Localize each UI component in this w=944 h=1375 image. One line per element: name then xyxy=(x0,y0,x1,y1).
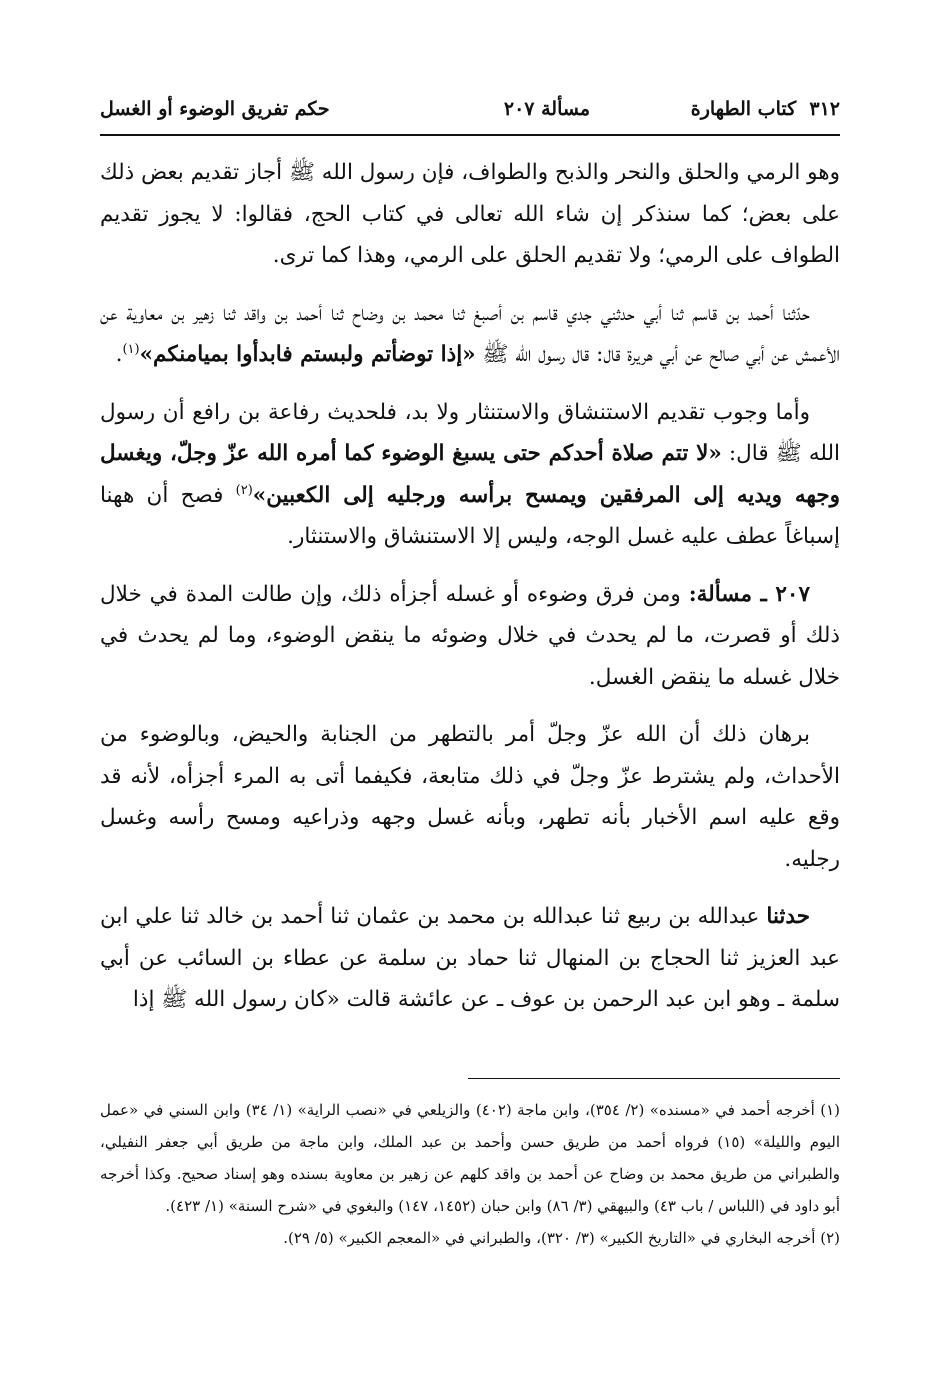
masala-paragraph xyxy=(100,574,840,699)
paragraph-3-intro: وأما وجوب تقديم الاستنشاق والاستنثار ولا بد، فلحديث رفاعة بن رافع أن رسول الله ﷺ قال: xyxy=(100,399,840,466)
paragraph-3 xyxy=(100,392,840,558)
header-topic: حكم تفريق الوضوء أو الغسل xyxy=(100,98,330,120)
paragraph-2-end: . xyxy=(115,342,123,367)
footnotes xyxy=(100,1094,840,1254)
masala-text: ومن فرق وضوءه أو غسله أجزأه ذلك، وإن طالت المدة في خلال ذلك أو قصرت، ما لم يحدث في خلال وضوئه ما ينقض الوضوء، وما لم يحدث في خلال غسله ما ينقض الغسل. xyxy=(100,581,840,690)
paragraph-1-text: وهو الرمي والحلق والنحر والذبح والطواف، فإن رسول الله ﷺ أجاز تقديم بعض ذلك على بعض؛ كما سنذكر إن شاء الله تعالى في كتاب الحج، فقالوا: لا يجوز تقديم الطواف على الرمي؛ ولا تقديم الحلق على الرمي، وهذا كما ترى. xyxy=(100,160,840,268)
footnote-2: (٢) أخرجه البخاري في «التاريخ الكبير» (٣/ ٣٢٠)، والطبراني في «المعجم الكبير» (٥/ ٢٩). xyxy=(283,1229,840,1247)
paragraph-2 xyxy=(100,293,840,376)
book-title: كتاب الطهارة xyxy=(690,98,797,120)
header-book-title xyxy=(691,98,840,120)
paragraph-5-text: برهان ذلك أن الله عزّ وجلّ أمر بالتطهر من الجنابة والحيض، وبالوضوء من الأحداث، ولم يشترط عزّ وجلّ في ذلك متابعة، فكيفما أتى به المرء أجزأه، لأنه قد وقع عليه اسم الأخبار بأنه تطهر، وبأنه غسل وجهه وذراعيه ومسح رأسه وغسل رجليه. xyxy=(100,722,840,872)
footnote-ref-1: (١) xyxy=(122,341,140,357)
footnote-1: (١) أخرجه أحمد في «مسنده» (٢/ ٣٥٤)، وابن ماجة (٤٠٢) والزيلعي في «نصب الراية» (١/ ٣٤) وابن السني في «عمل اليوم والليلة» (١٥) فرواه أحمد من طريق حسن وأحمد بن عبد الملك، وابن ماجة من طريق أبي جعفر النفيلي، والطبراني من طريق محمد بن وضاح عن أحمد بن واقد كلهم عن زهير بن معاوية بسنده وهو إسناد صحيح. وكذا أخرجه أبو داود في (اللباس / باب ٤٣) والبيهقي (٣/ ٨٦) وابن حبان (١٤٥٢، ١٤٧) والبغوي في «شرح السنة» (١/ ٤٢٣). xyxy=(100,1101,840,1215)
running-header xyxy=(100,92,840,132)
header-masala: مسألة ٢٠٧ xyxy=(503,98,590,120)
paragraph-6-lead: حدثنا xyxy=(766,904,810,929)
footnote-rule xyxy=(468,1078,840,1079)
paragraph-5 xyxy=(100,714,840,880)
paragraph-2-intro: حدّثنا أحمد بن قاسم ثنا أبي حدثني جدي قاسم بن أصبغ ثنا محمد بن وضاح ثنا أحمد بن واقد ثنا زهير بن معاوية عن الأعمش عن أبي صالح عن أبي هريرة قال: قال رسول الله ﷺ xyxy=(100,300,840,367)
masala-label: ٢٠٧ ـ مسألة: xyxy=(688,581,811,607)
page-number: ٣١٢ xyxy=(809,98,840,120)
paragraph-6 xyxy=(100,896,840,1021)
header-rule xyxy=(100,134,840,136)
paragraph-1 xyxy=(100,152,840,277)
paragraph-3-end: فصح أن ههنا إسباغاً عطف عليه غسل الوجه، وليس إلا الاستنشاق والاستنثار. xyxy=(100,482,840,549)
hadith-quote-2: «لا تتم صلاة أحدكم حتى يسبغ الوضوء كما أمره الله عزّ وجلّ، ويغسل وجهه ويديه إلى المرفقين ويمسح برأسه ورجليه إلى الكعبين» xyxy=(100,441,840,508)
paragraph-6-text: عبدالله بن ربيع ثنا عبدالله بن محمد بن عثمان ثنا أحمد بن خالد ثنا علي ابن عبد العزيز ثنا الحجاج بن المنهال ثنا حماد بن سلمة عن عطاء بن السائب عن أبي سلمة ـ وهو ابن عبد الرحمن بن عوف ـ عن عائشة قالت «كان رسول الله ﷺ إذا xyxy=(100,904,840,1012)
hadith-quote-1: «إذا توضأتم ولبستم فابدأوا بميامنكم» xyxy=(139,342,476,367)
footnote-ref-2: (٢) xyxy=(235,482,253,498)
main-text xyxy=(100,152,840,1035)
